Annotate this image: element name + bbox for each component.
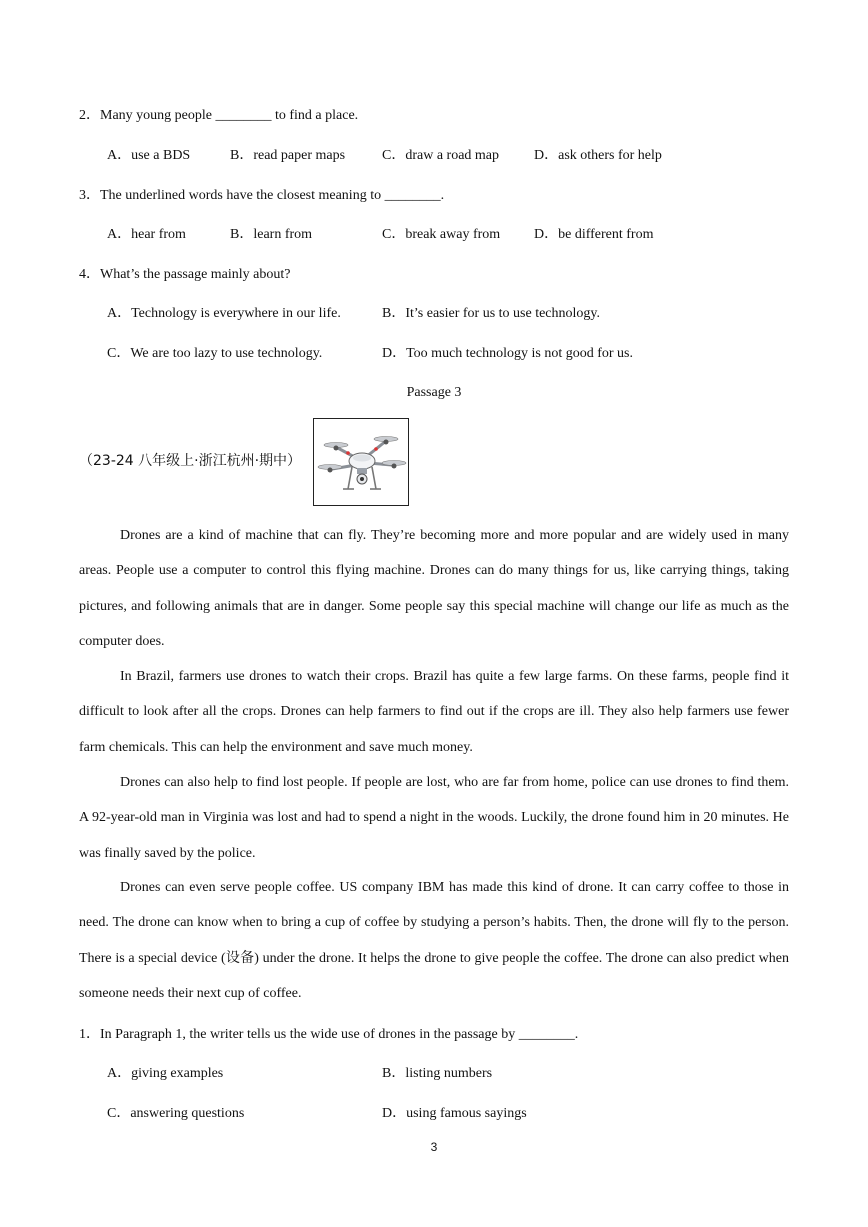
question-1-option-a: A．giving examples <box>107 1066 224 1081</box>
question-4-option-a: A．Technology is everywhere in our life. <box>107 306 341 321</box>
passage-title: Passage 3 <box>406 385 462 400</box>
question-1-option-c: C．answering questions <box>107 1106 245 1121</box>
question-3-option-c: C．break away from <box>382 227 501 242</box>
question-3-option-b: B．learn from <box>230 227 313 242</box>
question-1-option-b: B．listing numbers <box>382 1066 493 1081</box>
drone-image <box>313 418 409 506</box>
question-1-option-d: D．using famous sayings <box>382 1106 527 1121</box>
question-2-stem: 2．Many young people ________ to find a place. <box>79 108 359 123</box>
passage-paragraph-3: Drones can also help to find lost people. If people are lost, who are far from home, police can use drones to find them. A 92-year-old man in Virginia was lost and had to spend a night in the woods. Luckily, the drone found him in 20 minutes. He was finally saved by the police. <box>79 775 789 861</box>
question-4-option-d: D．Too much technology is not good for us. <box>382 346 633 361</box>
page-number: 3 <box>430 1140 438 1154</box>
passage-paragraph-4: Drones can even serve people coffee. US company IBM has made this kind of drone. It can carry coffee to those in need. The drone can know when to bring a cup of coffee by studying a person’s habits. Then, the drone will fly to the person. There is a special device (设备) under the drone. It helps the drone to give people the coffee. The drone can also predict when someone needs their next cup of coffee. <box>79 880 789 1001</box>
question-2-option-a: A．use a BDS <box>107 148 191 163</box>
drone-icon <box>314 419 408 505</box>
question-3-option-a: A．hear from <box>107 227 186 242</box>
question-2-option-c: C．draw a road map <box>382 148 500 163</box>
question-1-stem: 1．In Paragraph 1, the writer tells us the wide use of drones in the passage by ________. <box>79 1027 579 1042</box>
question-3-stem: 3．The underlined words have the closest meaning to ________. <box>79 188 445 203</box>
question-2-option-d: D．ask others for help <box>534 148 662 163</box>
passage-source: （23-24 八年级上·浙江杭州·期中） <box>79 453 302 469</box>
question-4-option-c: C．We are too lazy to use technology. <box>107 346 323 361</box>
question-2-option-b: B．read paper maps <box>230 148 346 163</box>
passage-paragraph-1: Drones are a kind of machine that can fly. They’re becoming more and more popular and are widely used in many areas. People use a computer to control this flying machine. Drones can do many things for us, like carrying things, taking pictures, and following animals that are in danger. Some people say this special machine will change our life as much as the computer does. <box>79 528 789 649</box>
question-4-stem: 4．What’s the passage mainly about? <box>79 267 291 282</box>
question-4-option-b: B．It’s easier for us to use technology. <box>382 306 600 321</box>
passage-paragraph-2: In Brazil, farmers use drones to watch their crops. Brazil has quite a few large farms. On these farms, people find it difficult to look after all the crops. Drones can help farmers to find out if the crops are ill. They also help farmers use fewer farm chemicals. This can help the environment and save much money. <box>79 669 789 755</box>
question-3-option-d: D．be different from <box>534 227 654 242</box>
